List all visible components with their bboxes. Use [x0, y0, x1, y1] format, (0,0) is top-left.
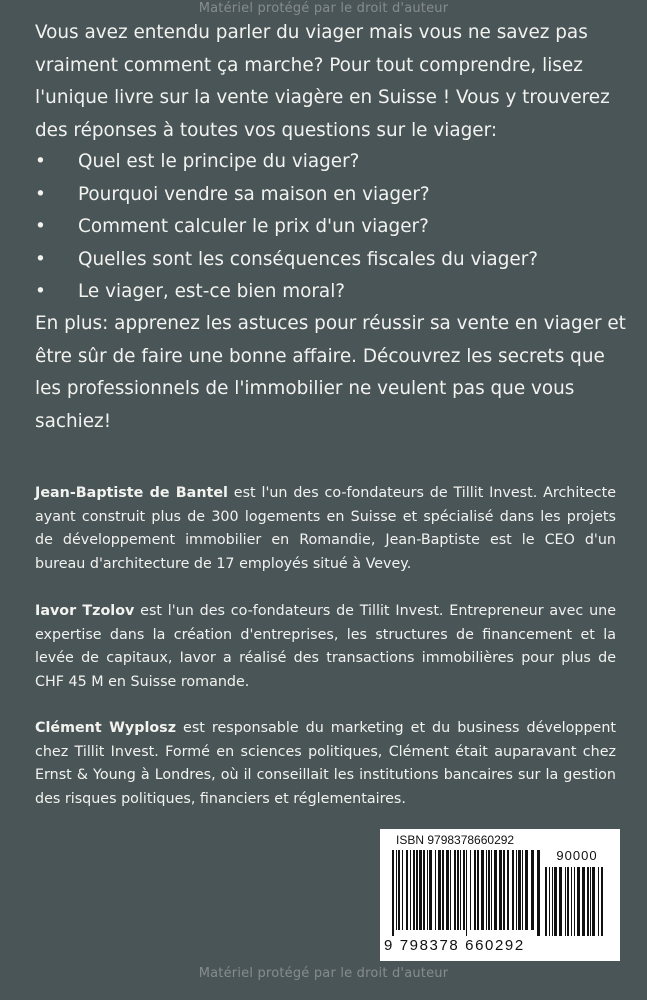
list-item: • Quel est le principe du viager?: [35, 146, 625, 179]
barcode-bar: [512, 850, 514, 930]
barcode-bar: [590, 867, 591, 936]
ean-barcode-bars: [392, 850, 540, 936]
addon-barcode-bars: [545, 867, 607, 936]
barcode-bar: [481, 850, 484, 930]
barcode-bar: [571, 867, 572, 936]
barcode-bar: [507, 850, 509, 930]
addon-code: 90000: [556, 848, 598, 863]
barcode-bar: [577, 867, 580, 936]
barcode-bar: [435, 850, 436, 930]
barcode-bar: [601, 867, 603, 936]
barcode-bar: [488, 850, 490, 930]
barcode-bar: [398, 850, 400, 930]
barcode-bar: [402, 850, 403, 930]
barcode-bar: [446, 850, 449, 930]
barcode-bar: [406, 850, 408, 930]
author-bio-iavor: [35, 600, 616, 695]
barcode-bar: [392, 850, 394, 936]
isbn-barcode: [380, 829, 620, 961]
barcode-bar: [494, 850, 497, 930]
intro-paragraph: Vous avez entendu parler du viager mais vous ne savez pas vraiment comment ça marche? Pour tout comprendre, lisez l'unique livre sur la vente viagère en Suisse ! Vous y trouverez des réponses à toutes vos questions sur le viager:: [35, 22, 610, 141]
bullet-icon: •: [35, 151, 46, 172]
barcode-bar: [460, 850, 461, 930]
list-item: • Pourquoi vendre sa maison en viager?: [35, 179, 625, 212]
author-name: Iavor Tzolov: [35, 603, 135, 619]
bullet-icon: •: [35, 281, 46, 302]
barcode-bar: [522, 850, 523, 930]
bullet-icon: •: [35, 248, 46, 270]
barcode-digits: 9 798378 660292: [384, 937, 525, 954]
barcode-bar: [463, 850, 465, 930]
barcode-bar: [516, 850, 517, 930]
barcode-bar: [531, 850, 534, 930]
barcode-bar: [567, 867, 569, 936]
barcode-bar: [491, 850, 492, 930]
question-list: [35, 146, 625, 309]
author-bio-jean-baptiste: [35, 482, 616, 577]
barcode-bar: [486, 850, 487, 930]
barcode-bar: [438, 850, 441, 930]
copyright-watermark-top: Matériel protégé par le droit d'auteur: [198, 1, 449, 16]
barcode-bar: [423, 850, 425, 930]
list-item: • Le viager, est-ce bien moral?: [35, 276, 625, 309]
barcode-bar: [499, 850, 502, 930]
author-bio-clement: [35, 717, 616, 812]
barcode-bar: [477, 850, 479, 930]
isbn-label: ISBN 9798378660292: [396, 833, 515, 847]
author-description: est l'un des co-fondateurs de Tillit Invest. Architecte ayant construit plus de 300 logements en Suisse et spécialisé dans les projets de développement immobilier en Romandie, Jean-Baptiste est le CEO d'un bureau d'architecture de 17 employés situé à Vevey.: [35, 485, 616, 573]
barcode-bar: [592, 867, 595, 936]
barcode-bar: [565, 867, 566, 936]
barcode-bar: [442, 850, 444, 930]
barcode-bar: [587, 867, 589, 936]
barcode-bar: [470, 850, 471, 930]
barcode-bar: [552, 867, 553, 936]
barcode-bar: [416, 850, 418, 930]
more-paragraph: En plus: apprenez les astuces pour réussir sa vente en viager et être sûr de faire une bonne affaire. Découvrez les secrets que les professionnels de l'immobilier ne veulent pas que vous sachiez!: [35, 313, 626, 432]
barcode-bar: [518, 850, 521, 930]
barcode-bar: [582, 867, 585, 936]
barcode-bar: [429, 850, 432, 930]
copyright-watermark-bottom: Matériel protégé par le droit d'auteur: [198, 966, 449, 981]
barcode-bar: [474, 850, 476, 930]
list-item: • Comment calculer le prix d'un viager?: [35, 211, 625, 244]
barcode-bar: [396, 850, 397, 930]
barcode-bar: [525, 850, 528, 930]
barcode-bar: [410, 850, 411, 930]
barcode-bar: [574, 867, 575, 936]
barcode-bar: [537, 850, 540, 936]
barcode-bar: [559, 867, 562, 936]
bullet-icon: •: [35, 216, 46, 237]
author-description: est l'un des co-fondateurs de Tillit Invest. Entrepreneur avec une expertise dans la création d'entreprises, les structures de financement et la levée de capitaux, Iavor a réalisé des transactions immobilières pour plus de CHF 45 M en Suisse romande.: [35, 603, 616, 691]
barcode-bar: [454, 850, 456, 930]
barcode-bar: [554, 867, 557, 936]
author-description: est responsable du marketing et du business développent chez Tillit Invest. Formé en sciences politiques, Clément était auparavant chez Ernst & Young à Londres, où il conseillait les institutions bancaires sur la gestion des risques politiques, financiers et réglementaires.: [35, 720, 616, 808]
author-name: Clément Wyplosz: [35, 720, 177, 736]
barcode-bar: [450, 850, 451, 930]
barcode-bar: [503, 850, 505, 930]
barcode-bar: [457, 850, 459, 930]
author-name: Jean-Baptiste de Bantel: [35, 485, 228, 501]
barcode-bar: [598, 867, 599, 936]
barcode-bar: [549, 867, 550, 936]
bullet-icon: •: [35, 183, 46, 205]
barcode-bar: [419, 850, 422, 930]
barcode-bar: [545, 867, 547, 936]
list-item: • Quelles sont les conséquences fiscales du viager?: [35, 244, 625, 277]
barcode-bar: [413, 850, 415, 930]
barcode-bar: [466, 850, 467, 936]
barcode-bar: [427, 850, 428, 930]
